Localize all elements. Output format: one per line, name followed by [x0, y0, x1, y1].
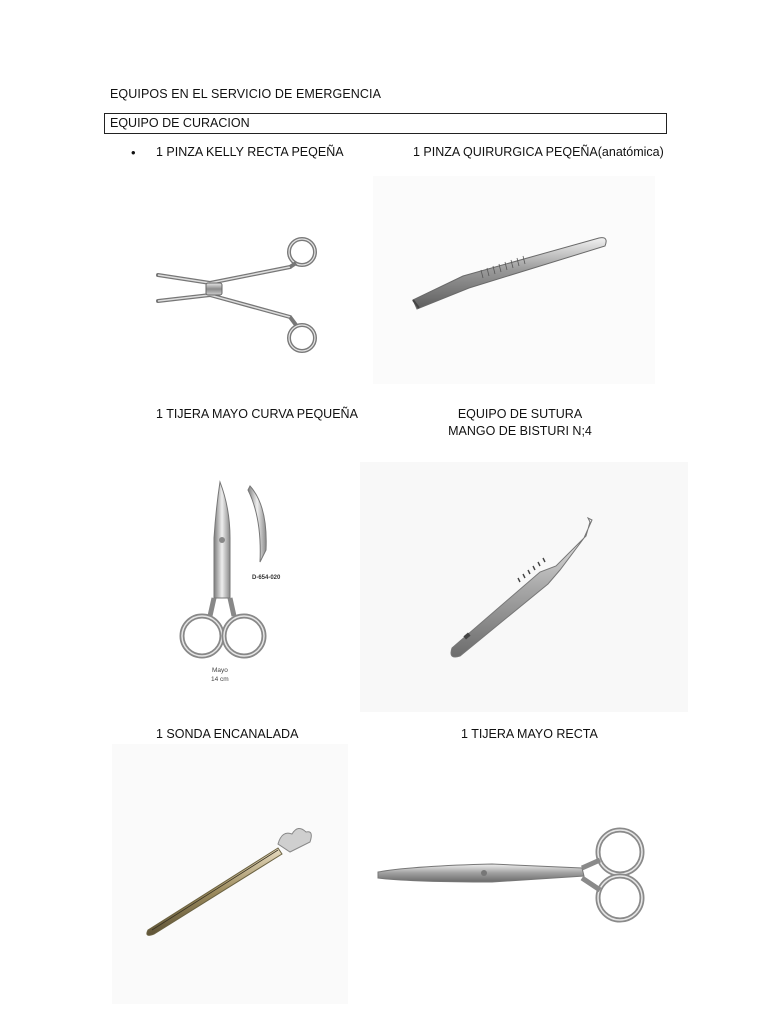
- curved-mayo-scissors-image: [170, 478, 300, 688]
- label-pinza-quirurgica: 1 PINZA QUIRURGICA PEQEÑA(anatómica): [413, 145, 664, 159]
- grooved-probe-image: [112, 744, 348, 1004]
- label-tijera-curva: 1 TIJERA MAYO CURVA PEQUEÑA: [156, 407, 358, 421]
- kelly-forceps-image: [150, 225, 330, 365]
- label-equipo-sutura: EQUIPO DE SUTURA: [457, 407, 583, 421]
- label-tijera-recta: 1 TIJERA MAYO RECTA: [461, 727, 598, 741]
- tissue-forceps-image: [373, 176, 655, 384]
- size-caption-text: 14 cm: [211, 676, 229, 683]
- straight-mayo-scissors-image: [372, 820, 662, 930]
- page-title: EQUIPOS EN EL SERVICIO DE EMERGENCIA: [110, 87, 382, 101]
- section-heading-box: EQUIPO DE CURACION: [104, 113, 667, 134]
- scalpel-handle-image: [360, 462, 688, 712]
- label-pinza-kelly: 1 PINZA KELLY RECTA PEQEÑA: [156, 145, 344, 159]
- mayo-caption-text: Mayo: [212, 667, 228, 674]
- catalog-code-text: D-654-020: [252, 575, 281, 581]
- bullet-marker: •: [131, 145, 136, 160]
- label-mango-bisturi: MANGO DE BISTURI N;4: [448, 424, 592, 438]
- label-sonda: 1 SONDA ENCANALADA: [156, 727, 299, 741]
